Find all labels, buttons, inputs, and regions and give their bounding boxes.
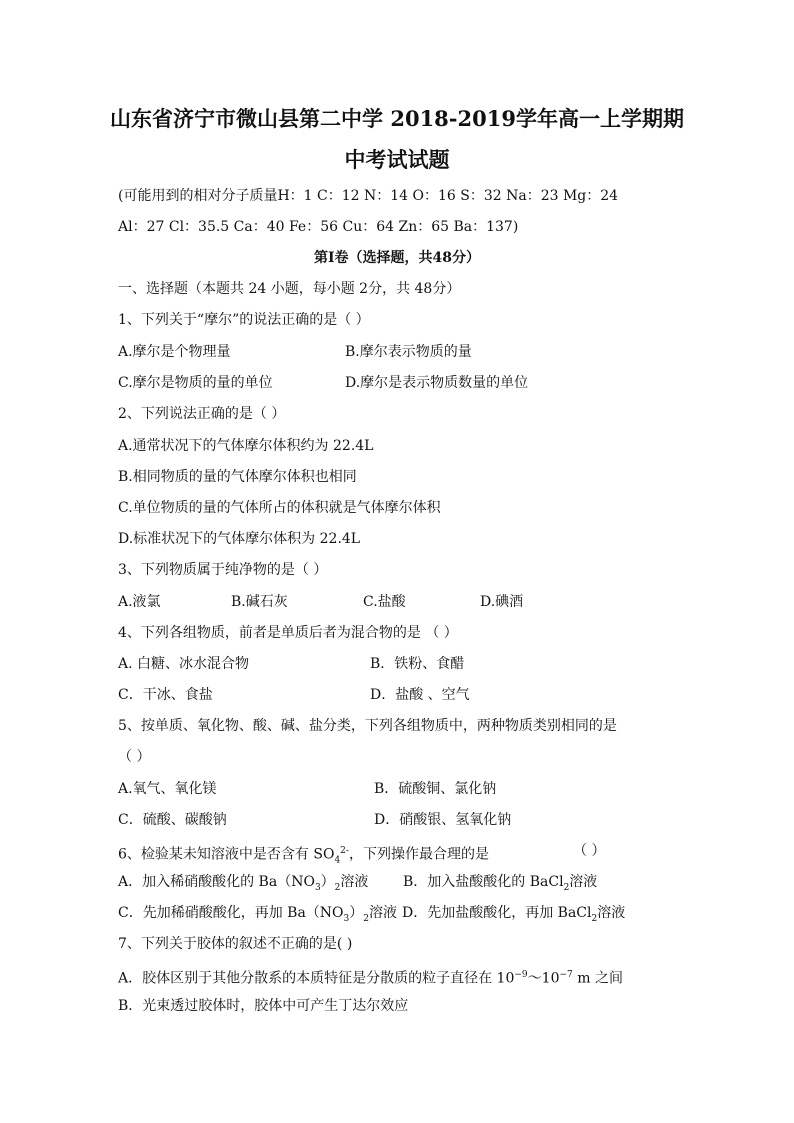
question-6-stem-part1: 6、检验某未知溶液中是否含有 SO [118, 846, 335, 863]
question-6-option-a-part3: 溶液 [340, 874, 369, 890]
question-6-option-d-part2: 溶液 [597, 905, 626, 921]
exam-title-line2: 中考试试题 [344, 147, 450, 172]
question-4-option-d: D．盐酸 、空气 [370, 687, 470, 703]
question-5-option-b: B．硫酸铜、氯化钠 [374, 781, 497, 797]
question-7-stem: 7、下列关于胶体的叙述不正确的是( ) [118, 936, 353, 952]
section-heading: 第Ⅰ卷（选择题，共48分） [313, 250, 481, 266]
question-7-option-a-sup2: −7 [559, 970, 573, 980]
question-6-stem-sub: 4 [334, 855, 341, 866]
question-7-option-a-part1: A．胶体区别于其他分散系的本质特征是分散质的粒子直径在 10 [118, 970, 515, 987]
exam-title-line1: 山东省济宁市微山县第二中学 2018-2019学年高一上学期期 [110, 106, 684, 131]
question-1-stem: 1、下列关于“摩尔”的说法正确的是（ ） [118, 312, 370, 328]
question-6-option-a-sub2: 2 [334, 882, 341, 893]
question-2-option-b: B.相同物质的量的气体摩尔体积也相同 [118, 469, 357, 485]
question-6-option-b [403, 872, 597, 898]
question-2-option-a: A.通常状况下的气体摩尔体积约为 22.4L [118, 438, 374, 454]
question-3-option-c: C.盐酸 [363, 594, 406, 610]
question-6-option-b-sub: 2 [563, 882, 570, 893]
question-5-option-a: A.氧气、氧化镁 [118, 781, 217, 797]
atomic-masses-line1: (可能用到的相对分子质量H：1 C：12 N：14 O：16 S：32 Na：23 Mg：24 [118, 188, 619, 204]
question-4-option-a: A. 白糖、冰水混合物 [118, 656, 250, 672]
question-6-stem [118, 841, 489, 870]
question-3-stem: 3、下列物质属于纯净物的是（ ） [118, 562, 328, 578]
question-6-option-a-sub1: 3 [314, 882, 321, 893]
question-6-stem-part2: ，下列操作最合理的是 [348, 846, 489, 863]
question-6-option-a-part1: A．加入稀硝酸酸化的 Ba（NO [118, 874, 315, 890]
question-2-option-c: C.单位物质的量的气体所占的体积就是气体摩尔体积 [118, 500, 441, 516]
question-2-option-d: D.标准状况下的气体摩尔体积为 22.4L [118, 531, 361, 547]
question-6-option-d [402, 903, 625, 929]
question-3-option-a: A.液氯 [118, 594, 161, 610]
question-7-option-a-sup1: −9 [514, 970, 528, 980]
question-6-option-c-sub1: 3 [343, 913, 350, 924]
question-3-option-b: B.碱石灰 [231, 594, 288, 610]
question-1-option-b: B.摩尔表示物质的量 [345, 344, 472, 360]
question-1-option-a: A.摩尔是个物理量 [118, 344, 231, 360]
question-6-stem-sup: 2- [340, 846, 349, 856]
question-6-option-b-part1: B．加入盐酸酸化的 BaCl [403, 874, 564, 890]
question-6-option-c-sub2: 2 [363, 913, 369, 924]
question-6-option-d-part1: D．先加盐酸酸化，再加 BaCl [402, 905, 592, 921]
question-7-option-b: B．光束透过胶体时，胶体中可产生丁达尔效应 [118, 998, 409, 1014]
question-4-stem: 4、下列各组物质，前者是单质后者为混合物的是 （ ） [118, 625, 458, 641]
question-6-option-c-part2: ） [349, 905, 364, 921]
question-5-stem-paren: （ ） [118, 749, 151, 765]
question-6-option-a [118, 872, 368, 898]
question-4-option-c: C．干冰、食盐 [118, 687, 213, 703]
question-4-option-b: B．铁粉、食醋 [370, 656, 465, 672]
question-3-option-d: D.碘酒 [480, 594, 524, 610]
atomic-masses-line2: Al：27 Cl：35.5 Ca：40 Fe：56 Cu：64 Zn：65 Ba：137) [118, 219, 519, 235]
question-7-option-a-part3: m 之间 [572, 970, 623, 987]
question-6-option-a-part2: ） [320, 874, 335, 890]
part-heading: 一、选择题（本题共 24 小题，每小题 2分，共 48分） [118, 281, 461, 297]
question-6-stem-paren: （ ） [573, 843, 606, 859]
question-5-option-d: D．硝酸银、氢氧化钠 [374, 812, 512, 828]
question-7-option-a [118, 965, 623, 989]
question-6-option-c-part1: C．先加稀硝酸酸化，再加 Ba（NO [118, 905, 344, 921]
question-1-option-c: C.摩尔是物质的量的单位 [118, 375, 273, 391]
question-6-option-d-sub: 2 [591, 913, 598, 924]
question-2-stem: 2、下列说法正确的是（ ） [118, 406, 286, 422]
question-5-option-c: C．硫酸、碳酸钠 [118, 812, 227, 828]
question-7-option-a-part2: ～10 [527, 970, 560, 987]
question-6-option-c [118, 903, 397, 929]
question-5-stem: 5、按单质、氧化物、酸、碱、盐分类，下列各组物质中，两种物质类别相同的是 [118, 718, 617, 734]
question-6-option-b-part2: 溶液 [569, 874, 598, 890]
question-1-option-d: D.摩尔是表示物质数量的单位 [345, 375, 529, 391]
question-6-option-c-part3: 溶液 [369, 905, 397, 921]
